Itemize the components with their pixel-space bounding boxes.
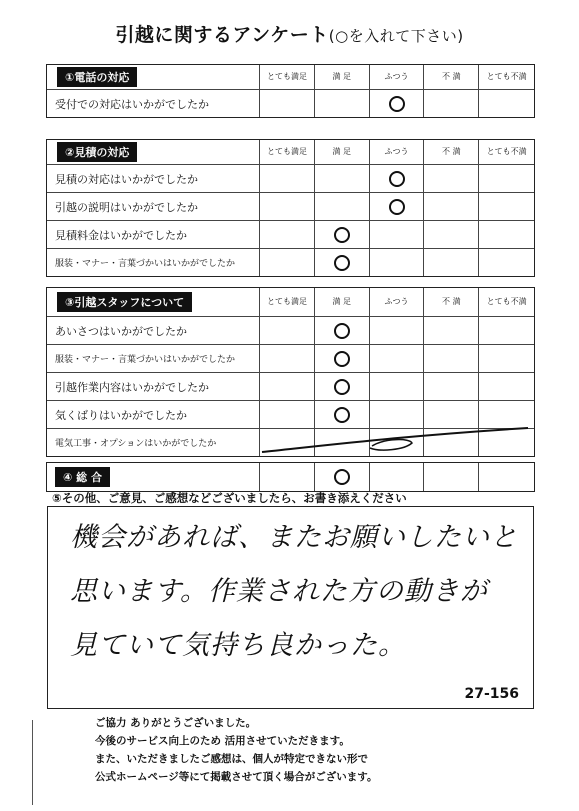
header-average: ふつう (370, 288, 425, 316)
title-note: (○を入れて下さい) (328, 27, 464, 45)
comments-box[interactable] (47, 506, 534, 709)
header-very-satisfied: とても満足 (260, 65, 315, 89)
footer-notice (95, 714, 377, 786)
question-text: 気くばりはいかがでしたか (47, 401, 260, 428)
header-very-dissatisfied: とても不満 (486, 146, 527, 156)
footer-line: 今後のサービス向上のため 活用させていただきます。 (95, 735, 350, 747)
form-code: 27-156 (464, 686, 519, 702)
header-average: ふつう (370, 140, 425, 164)
footer-line: 公式ホームページ等にて掲載させて頂く場合がございます。 (95, 771, 378, 783)
header-satisfied: 満 足 (315, 288, 370, 316)
section-label: ③引越スタッフについて (57, 292, 192, 312)
question-text: 見積の対応はいかがでしたか (47, 165, 260, 192)
question-text: あいさつはいかがでしたか (47, 317, 260, 344)
footer-line: また、いただきましたご感想は、個人が特定できない形で (95, 753, 368, 765)
section-label: ②見積の対応 (57, 142, 137, 162)
question-text: 服装・マナー・言葉づかいはいかがでしたか (47, 249, 260, 276)
handwritten-comment-line: 思います。作業された方の動きが (70, 576, 488, 607)
title-main: 引越に関するアンケート (115, 24, 329, 46)
section-label: ④ 総 合 (55, 467, 110, 487)
question-text: 引越作業内容はいかがでしたか (47, 373, 260, 400)
question-text: 服装・マナー・言葉づかいはいかがでしたか (47, 345, 260, 372)
section-label: ①電話の対応 (57, 67, 137, 87)
question-text: 受付での対応はいかがでしたか (47, 90, 260, 117)
header-very-satisfied: とても満足 (260, 288, 315, 316)
footer-line: ご協力 ありがとうございました。 (95, 717, 257, 729)
question-text: 引越の説明はいかがでしたか (47, 193, 260, 220)
header-dissatisfied: 不 満 (424, 288, 479, 316)
header-dissatisfied: 不 満 (424, 140, 479, 164)
header-very-dissatisfied: とても不満 (486, 296, 527, 306)
question-text: 見積料金はいかがでしたか (47, 221, 260, 248)
header-dissatisfied: 不 満 (424, 65, 479, 89)
margin-line (32, 720, 33, 805)
header-satisfied: 満 足 (315, 140, 370, 164)
header-very-dissatisfied: とても不満 (486, 71, 527, 81)
comments-heading: ⑤その他、ご意見、ご感想などございましたら、お書き添えください (52, 491, 407, 505)
header-average: ふつう (370, 65, 425, 89)
handwritten-comment-line: 見ていて気持ち良かった。 (70, 630, 406, 661)
header-satisfied: 満 足 (315, 65, 370, 89)
question-text: 電気工事・オプションはいかがでしたか (47, 429, 260, 456)
header-very-satisfied: とても満足 (260, 140, 315, 164)
handwritten-comment-line: 機会があれば、またお願いしたいと (70, 522, 518, 553)
